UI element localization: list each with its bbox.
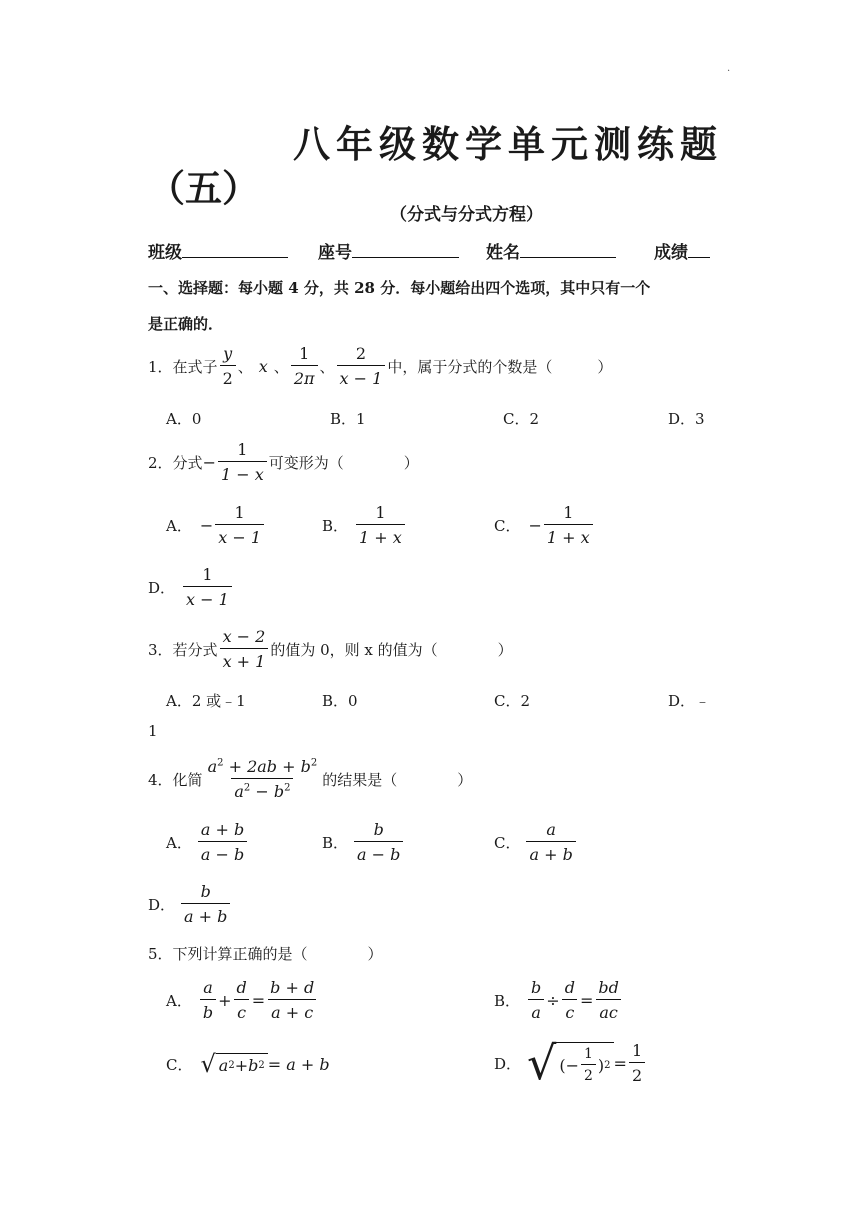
seat-blank[interactable] xyxy=(352,240,459,258)
q2-option-b[interactable]: B． $\frac{1}{1 + x}$ xyxy=(322,503,407,547)
page-title: 八年级数学单元测练题 xyxy=(293,122,723,166)
section-heading-cont: 是正确的． xyxy=(148,315,224,333)
q5-text: 下列计算正确的是（ ） xyxy=(172,945,383,963)
q1-frac-1: $\frac{y}{2}$ xyxy=(220,344,236,388)
q2-option-a[interactable]: A． − $\frac{1}{x - 1}$ xyxy=(166,503,266,547)
q3-option-d[interactable]: D．﹣ xyxy=(668,692,711,710)
q4-number: 4． xyxy=(148,770,173,789)
q2-option-c[interactable]: C． − $\frac{1}{1 + x}$ xyxy=(494,503,595,547)
class-field xyxy=(148,238,288,263)
section-heading: 一、选择题：每小题 4 分，共 28 分．每小题给出四个选项，其中只有一个 xyxy=(148,279,651,297)
q5-option-c[interactable]: C． √ a 2 + b 2 = a + b xyxy=(166,1050,330,1078)
name-field xyxy=(486,238,616,263)
q3-post: 的值为 0，则 x 的值为（ ） xyxy=(270,640,513,659)
name-blank[interactable] xyxy=(520,240,616,258)
class-blank[interactable] xyxy=(182,240,288,258)
q4-option-d[interactable]: D． $\frac{b}{a + b}$ xyxy=(148,882,232,926)
q4-pre: 化简 xyxy=(172,770,203,789)
q1-option-c[interactable]: C．2 xyxy=(503,410,540,428)
q4-frac: $\frac{a^2 + 2ab + b^2}{a^2 - b^2}$ xyxy=(207,757,318,801)
q1-post: 中，属于分式的个数是（ ） xyxy=(387,357,613,376)
name-label: 姓名 xyxy=(486,243,520,263)
seat-label: 座号 xyxy=(318,243,352,263)
q5-number: 5． xyxy=(148,945,173,963)
score-label: 成绩 xyxy=(654,243,688,263)
q1-option-d[interactable]: D．3 xyxy=(668,410,705,428)
q3-number: 3． xyxy=(148,640,173,659)
q2-frac: $\frac{1}{1 - x}$ xyxy=(218,440,267,484)
q5-option-b[interactable]: B． $\frac{b}{a}$ ÷ $\frac{d}{c}$ = $\frac{bd}{ac}$ xyxy=(494,978,619,1022)
q3-pre: 若分式 xyxy=(172,640,218,659)
q4-option-b[interactable]: B． $\frac{b}{a - b}$ xyxy=(322,820,405,864)
question-2: 2． 分式 − $\frac{1}{1 - x}$ 可变形为（ ） xyxy=(148,440,419,484)
q3-option-d-wrap: 1 xyxy=(148,722,158,740)
score-blank[interactable] xyxy=(688,240,710,258)
q3-option-b[interactable]: B．0 xyxy=(322,692,358,710)
q2-pre: 分式 xyxy=(172,453,203,472)
q1-option-a[interactable]: A．0 xyxy=(166,410,202,428)
question-4 xyxy=(148,757,472,801)
q1-number: 1． xyxy=(148,357,173,376)
question-3 xyxy=(148,627,513,671)
q1-frac-2: $\frac{1}{2\pi}$ xyxy=(291,344,318,388)
q1-x: x xyxy=(258,356,268,376)
question-5 xyxy=(148,943,383,964)
q3-option-c[interactable]: C．2 xyxy=(494,692,531,710)
q1-frac-3: $\frac{2}{x - 1}$ xyxy=(337,344,386,388)
q1-option-b[interactable]: B．1 xyxy=(330,410,366,428)
q2-option-d[interactable]: D． $\frac{1}{x - 1}$ xyxy=(148,565,234,609)
q1-pre: 在式子 xyxy=(172,357,218,376)
sqrt-icon: √ a 2 + b 2 xyxy=(200,1052,267,1076)
q3-option-a[interactable]: A．2 或﹣1 xyxy=(166,692,246,710)
q4-option-c[interactable]: C． $\frac{a}{a + b}$ xyxy=(494,820,578,864)
seat-field xyxy=(318,238,459,263)
q2-number: 2． xyxy=(148,453,173,472)
q5-option-d[interactable]: D． √ (− $\frac{1}{2}$ ) 2 = $\frac{1}{2}$ xyxy=(494,1040,647,1086)
q4-post: 的结果是（ ） xyxy=(322,770,473,789)
q2-post: 可变形为（ ） xyxy=(268,453,419,472)
page-subtitle: （分式与分式方程） xyxy=(390,205,543,225)
question-1: 1． 在式子 $\frac{y}{2}$ 、 x 、 $\frac{1}{2\pi}$ 、 $\frac{2}{x - 1}$ 中，属于分式的个数是（ ） xyxy=(148,344,613,388)
sqrt-icon: √ (− $\frac{1}{2}$ ) 2 xyxy=(527,1040,614,1086)
q4-option-a[interactable]: A． $\frac{a + b}{a - b}$ xyxy=(166,820,249,864)
score-field xyxy=(654,238,710,263)
class-label: 班级 xyxy=(148,243,182,263)
q5-option-a[interactable]: A． $\frac{a}{b}$ + $\frac{d}{c}$ = $\frac{b + d}{a + c}$ xyxy=(166,978,315,1022)
page-dot: . xyxy=(727,63,731,74)
page-title-suffix: （五） xyxy=(148,166,259,210)
q3-frac: $\frac{x - 2}{x + 1}$ xyxy=(220,627,269,671)
